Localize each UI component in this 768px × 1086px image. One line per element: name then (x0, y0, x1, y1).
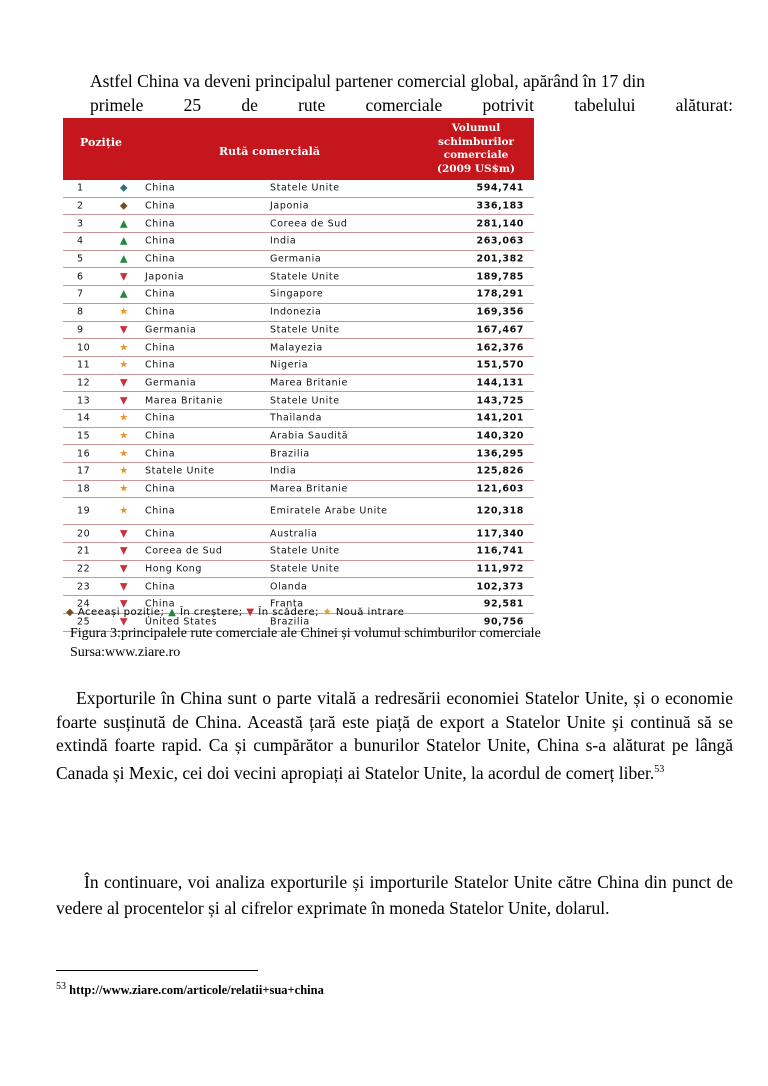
table-row (63, 268, 534, 286)
triangle-up-icon: ▲ (119, 288, 129, 300)
route-destination: India (270, 235, 297, 247)
legend-new: Nouă intrare (335, 607, 405, 618)
footnote-link[interactable]: http://www.ziare.com/articole/relatii+sua+china (69, 983, 324, 998)
table-row (63, 251, 534, 269)
table-row (63, 339, 534, 357)
header-position: Poziție (80, 136, 122, 149)
route-origin: China (145, 598, 176, 610)
row-position: 24 (77, 598, 91, 610)
figure-caption: Figura 3:principalele rute comerciale ale Chinei și volumul schimburilor comerciale (70, 626, 541, 641)
row-position: 21 (77, 545, 91, 557)
route-origin: China (145, 235, 176, 247)
triangle-down-icon: ▼ (119, 324, 129, 336)
row-position: 25 (77, 616, 91, 628)
footnote-reference: 53 (654, 763, 665, 775)
route-destination: Statele Unite (270, 271, 340, 283)
triangle-down-icon: ▼ (246, 607, 255, 618)
intro-word: rute (298, 94, 326, 115)
trade-volume: 281,140 (476, 218, 524, 230)
table-body (63, 180, 534, 632)
star-icon: ★ (119, 465, 129, 477)
star-icon: ★ (119, 430, 129, 442)
trade-volume: 144,131 (476, 377, 524, 389)
star-icon: ★ (119, 448, 129, 460)
route-origin: China (145, 448, 176, 460)
table-row (63, 392, 534, 410)
trade-volume: 167,467 (476, 324, 524, 336)
row-position: 6 (77, 271, 84, 283)
intro-word: tabelului (574, 94, 636, 115)
triangle-down-icon: ▼ (119, 545, 129, 557)
table-row (63, 304, 534, 322)
table-row (63, 180, 534, 198)
trade-volume: 117,340 (476, 528, 524, 540)
route-destination: Germania (270, 253, 322, 265)
row-position: 13 (77, 395, 91, 407)
route-origin: China (145, 218, 176, 230)
table-row (63, 445, 534, 463)
intro-word: de (241, 94, 258, 115)
triangle-down-icon: ▼ (119, 598, 129, 610)
route-origin: China (145, 412, 176, 424)
footnote-number: 53 (56, 981, 66, 992)
route-destination: Olanda (270, 581, 308, 593)
route-origin: China (145, 288, 176, 300)
table-header (63, 118, 534, 180)
row-position: 3 (77, 218, 84, 230)
route-destination: Statele Unite (270, 324, 340, 336)
route-origin: China (145, 200, 176, 212)
route-origin: China (145, 581, 176, 593)
diamond-icon: ◆ (66, 607, 75, 618)
row-position: 18 (77, 483, 91, 495)
trade-volume: 189,785 (476, 271, 524, 283)
table-row (63, 498, 534, 525)
route-destination: Statele Unite (270, 563, 340, 575)
row-position: 19 (77, 505, 91, 517)
trade-volume: 116,741 (476, 545, 524, 557)
header-volume-line: Volumul (451, 122, 501, 134)
trade-volume: 336,183 (476, 200, 524, 212)
header-route: Rută comercială (219, 145, 320, 158)
star-icon: ★ (119, 342, 129, 354)
trade-volume: 201,382 (476, 253, 524, 265)
trade-volume: 263,063 (476, 235, 524, 247)
trade-volume: 162,376 (476, 342, 524, 354)
table-legend (66, 607, 404, 618)
triangle-up-icon: ▲ (119, 218, 129, 230)
trade-volume: 143,725 (476, 395, 524, 407)
trade-volume: 90,756 (483, 616, 524, 628)
route-destination: Singapore (270, 288, 324, 300)
table-row (63, 322, 534, 340)
triangle-down-icon: ▼ (119, 377, 129, 389)
route-origin: China (145, 253, 176, 265)
trade-volume: 120,318 (476, 505, 524, 517)
intro-paragraph (56, 70, 733, 117)
star-icon: ★ (119, 359, 129, 371)
intro-word: alăturat: (675, 94, 733, 115)
row-position: 5 (77, 253, 84, 265)
paragraph-exports-text: Exporturile în China sunt o parte vitală a redresării economiei Statelor Unite, și o economie foarte susținută de China. Această țară este piață de export a Statelor Unite și continuă să se extindă foarte rapid. Ca și cumpărător a bunurilor Statelor Unite, China s-a alăturat pe lângă Canada și Mexic, cei doi vecini apropiați ai Statelor Unite, la acordul de comerț liber. (56, 688, 733, 783)
route-destination: India (270, 465, 297, 477)
triangle-down-icon: ▼ (119, 581, 129, 593)
row-position: 20 (77, 528, 91, 540)
legend-up: În creștere; (179, 607, 243, 618)
triangle-down-icon: ▼ (119, 528, 129, 540)
intro-line-2 (56, 94, 733, 118)
intro-line-1: Astfel China va deveni principalul partener comercial global, apărând în 17 din (90, 71, 645, 91)
route-destination: Emiratele Arabe Unite (270, 505, 388, 517)
row-position: 2 (77, 200, 84, 212)
row-position: 10 (77, 342, 91, 354)
route-destination: Statele Unite (270, 545, 340, 557)
route-origin: China (145, 359, 176, 371)
row-position: 11 (77, 359, 91, 371)
trade-volume: 136,295 (476, 448, 524, 460)
route-origin: China (145, 505, 176, 517)
star-icon: ★ (322, 607, 333, 618)
route-destination: Statele Unite (270, 182, 340, 194)
route-destination: Indonezia (270, 306, 322, 318)
row-position: 15 (77, 430, 91, 442)
star-icon: ★ (119, 483, 129, 495)
star-icon: ★ (119, 505, 129, 517)
row-position: 7 (77, 288, 84, 300)
row-position: 17 (77, 465, 91, 477)
route-destination: Coreea de Sud (270, 218, 348, 230)
route-origin: China (145, 306, 176, 318)
route-origin: Statele Unite (145, 465, 215, 477)
table-row (63, 463, 534, 481)
table-row (63, 525, 534, 543)
row-position: 14 (77, 412, 91, 424)
header-volume-line: (2009 US$m) (437, 162, 515, 175)
intro-word: comerciale (365, 94, 443, 115)
trade-volume: 141,201 (476, 412, 524, 424)
route-origin: Coreea de Sud (145, 545, 223, 557)
table-row (63, 561, 534, 579)
footnote-separator (56, 970, 258, 971)
route-destination: Australia (270, 528, 318, 540)
row-position: 4 (77, 235, 84, 247)
trade-volume: 594,741 (476, 182, 524, 194)
route-origin: Germania (145, 324, 197, 336)
row-position: 8 (77, 306, 84, 318)
route-origin: China (145, 342, 176, 354)
table-row (63, 286, 534, 304)
legend-down: În scădere; (258, 607, 319, 618)
paragraph-analysis: În continuare, voi analiza exporturile și importurile Statelor Unite către China din punct de vedere al procentelor și al cifrelor exprimate în moneda Statelor Unite, dolarul. (56, 872, 733, 918)
row-position: 12 (77, 377, 91, 389)
route-destination: Malayezia (270, 342, 323, 354)
header-volume (421, 122, 531, 176)
row-position: 23 (77, 581, 91, 593)
trade-volume: 125,826 (476, 465, 524, 477)
table-row (63, 543, 534, 561)
table-row (63, 578, 534, 596)
trade-volume: 111,972 (476, 563, 524, 575)
star-icon: ★ (119, 412, 129, 424)
table-row (63, 481, 534, 499)
route-origin: China (145, 483, 176, 495)
row-position: 16 (77, 448, 91, 460)
header-volume-line: comerciale (443, 149, 509, 161)
triangle-down-icon: ▼ (119, 616, 129, 628)
route-origin: China (145, 430, 176, 442)
table-row (63, 428, 534, 446)
route-destination: Nigeria (270, 359, 309, 371)
star-icon: ★ (119, 306, 129, 318)
figure-source: Sursa:www.ziare.ro (70, 645, 181, 660)
route-destination: Arabia Saudită (270, 430, 349, 442)
triangle-up-icon: ▲ (168, 607, 177, 618)
route-destination: Marea Britanie (270, 377, 348, 389)
route-origin: China (145, 528, 176, 540)
triangle-down-icon: ▼ (119, 395, 129, 407)
trade-volume: 140,320 (476, 430, 524, 442)
route-origin: United States (145, 616, 218, 628)
table-row (63, 198, 534, 216)
route-destination: Brazilia (270, 448, 310, 460)
trade-volume: 92,581 (483, 598, 524, 610)
trade-volume: 169,356 (476, 306, 524, 318)
row-position: 22 (77, 563, 91, 575)
route-origin: China (145, 182, 176, 194)
table-row (63, 215, 534, 233)
row-position: 9 (77, 324, 84, 336)
route-destination: Marea Britanie (270, 483, 348, 495)
triangle-up-icon: ▲ (119, 253, 129, 265)
diamond-icon: ◆ (119, 182, 129, 194)
triangle-up-icon: ▲ (119, 235, 129, 247)
triangle-down-icon: ▼ (119, 563, 129, 575)
intro-word: primele (90, 94, 144, 115)
header-volume-line: schimburilor (437, 135, 515, 148)
route-destination: Franța (270, 598, 304, 610)
intro-word: 25 (183, 94, 202, 115)
route-origin: Hong Kong (145, 563, 203, 575)
route-origin: Germania (145, 377, 197, 389)
route-destination: Thailanda (270, 412, 323, 424)
trade-volume: 121,603 (476, 483, 524, 495)
table-row (63, 410, 534, 428)
legend-same: Aceeași poziție; (77, 607, 165, 618)
paragraph-exports (56, 687, 733, 785)
table-row (63, 357, 534, 375)
trade-volume: 178,291 (476, 288, 524, 300)
table-row (63, 375, 534, 393)
triangle-down-icon: ▼ (119, 271, 129, 283)
route-destination: Brazilia (270, 616, 310, 628)
route-origin: Japonia (145, 271, 185, 283)
footnote (56, 981, 324, 998)
trade-volume: 151,570 (476, 359, 524, 371)
table-row (63, 233, 534, 251)
route-destination: Japonia (270, 200, 310, 212)
route-origin: Marea Britanie (145, 395, 223, 407)
row-position: 1 (77, 182, 84, 194)
route-destination: Statele Unite (270, 395, 340, 407)
intro-word: potrivit (482, 94, 535, 115)
diamond-icon: ◆ (119, 200, 129, 212)
trade-volume: 102,373 (476, 581, 524, 593)
